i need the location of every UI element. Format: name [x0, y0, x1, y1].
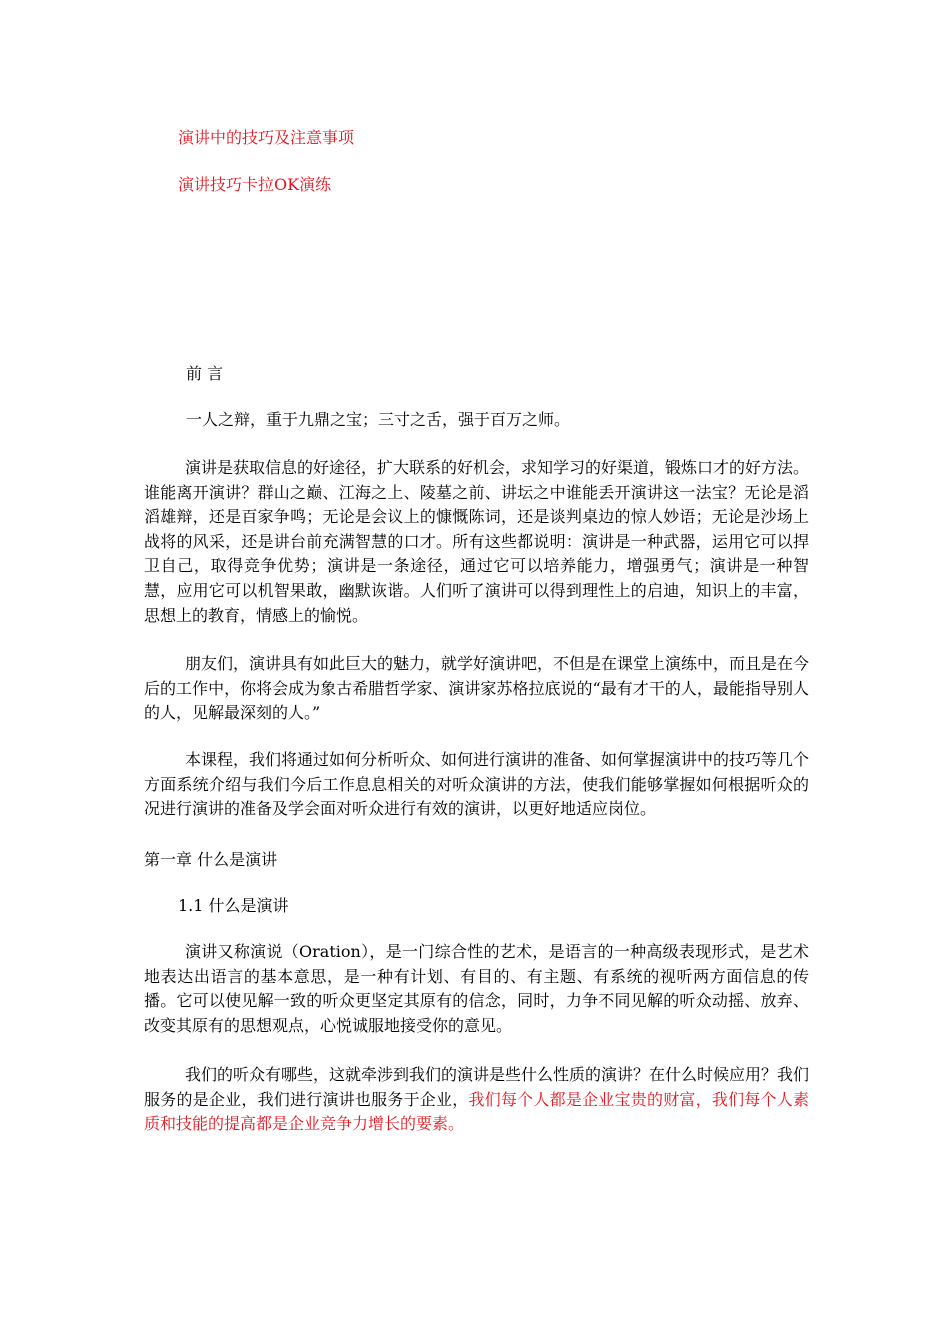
preface-paragraph-1: 演讲是获取信息的好途径，扩大联系的好机会，求知学习的好渠道，锻炼口才的好方法。谁能离开演讲？群山之巅、江海之上、陵墓之前、讲坛之中谁能丢开演讲这一法宝？无论是滔滔雄辩，还是百家争鸣；无论是会议上的慷慨陈词，还是谈判桌边的惊人妙语；无论是沙场上战将的风采，还是讲台前充满智慧的口才。所有这些都说明：演讲是一种武器，运用它可以捍卫自己，取得竞争优势；演讲是一条途径，通过它可以培养能力，增强勇气；演讲是一种智慧，应用它可以机智果敢，幽默诙谐。人们听了演讲可以得到理性上的启迪，知识上的丰富，思想上的教育，情感上的愉悦。 [144, 458, 810, 625]
chapter-paragraph-1: 演讲又称演说（Oration），是一门综合性的艺术，是语言的一种高级表现形式，是艺术地表达出语言的基本意思，是一种有计划、有目的、有主题、有系统的视听两方面信息的传播。它可以使见解一致的听众更坚定其原有的信念，同时，力争不同见解的听众动摇、放弃、改变其原有的思想观点，心悦诚服地接受你的意见。 [144, 942, 809, 1035]
preface-heading: 前 言 [186, 364, 224, 383]
document-subtitle: 演讲技巧卡拉OK演练 [178, 175, 332, 194]
paragraph-text: 我们的听众有哪些，这就牵涉到我们的演讲是些什么性质的演讲？在什么时候应用？我们服务的是企业，我们进行演讲也服务于企业， [144, 1065, 810, 1109]
preface-paragraph-2: 朋友们，演讲具有如此巨大的魅力，就学好演讲吧，不但是在课堂上演练中，而且是在今后的工作中，你将会成为象古希腊哲学家、演讲家苏格拉底说的“最有才干的人，最能指导别人的人，见解最深刻的人。” [144, 654, 810, 723]
chapter-heading: 第一章 什么是演讲 [144, 850, 278, 869]
document-title: 演讲中的技巧及注意事项 [178, 128, 355, 147]
section-heading: 1.1 什么是演讲 [178, 896, 289, 915]
highlighted-text: 我们每个人都是企业宝贵的财富，我们每个人素质和技能的提高都是企业竞争力增长的要素。 [144, 1089, 809, 1134]
preface-paragraph-3: 本课程，我们将通过如何分析听众、如何进行演讲的准备、如何掌握演讲中的技巧等几个方面系统介绍与我们今后工作息息相关的对听众演讲的方法，使我们能够掌握如何根据听众的况进行演讲的准备及学会面对听众进行有效的演讲，以更好地适应岗位。 [144, 750, 810, 819]
chapter-paragraph-2 [144, 1063, 809, 1137]
preface-quote: 一人之辩，重于九鼎之宝；三寸之舌，强于百万之师。 [186, 410, 571, 429]
